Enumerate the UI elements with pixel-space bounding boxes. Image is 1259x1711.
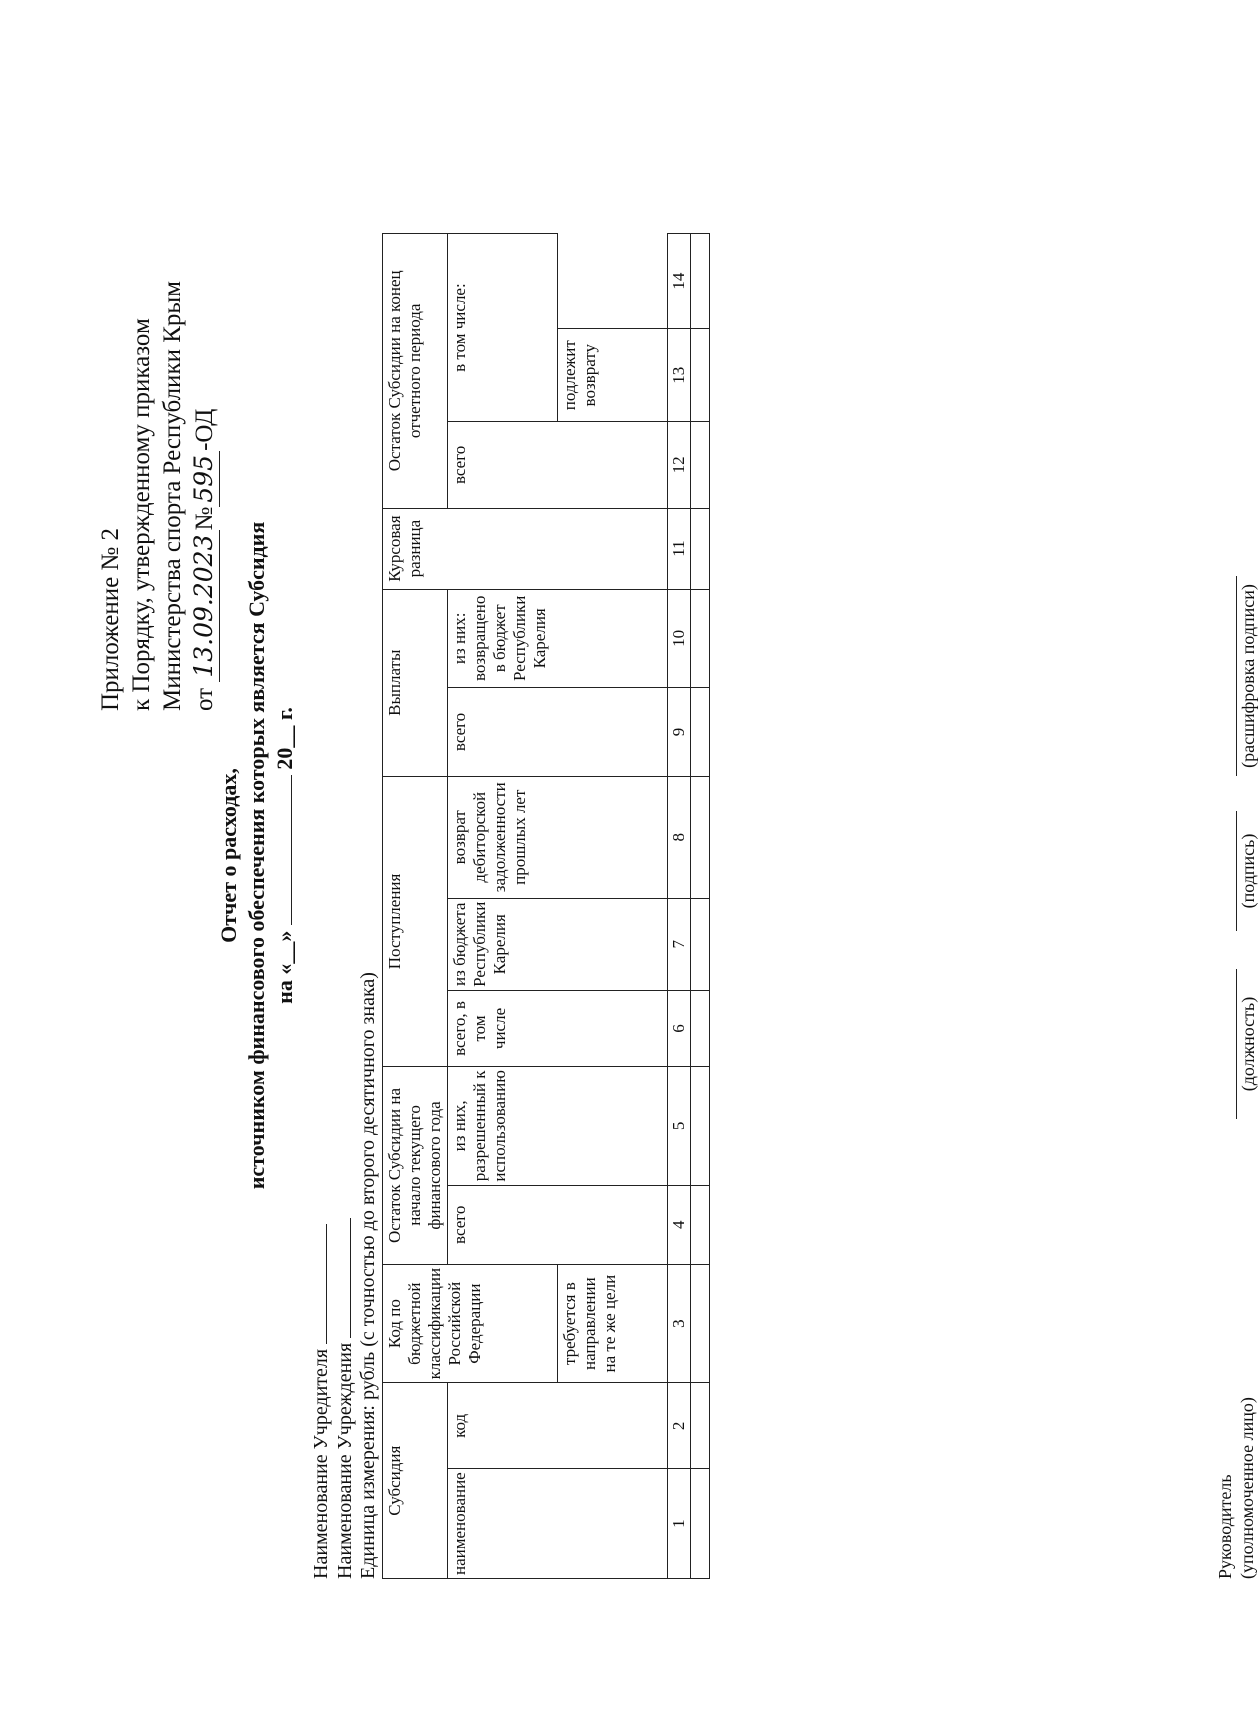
empty-cell[interactable] — [691, 688, 710, 777]
head-label-2: (уполномоченное лицо) — [1237, 1397, 1257, 1579]
appendix-block — [95, 281, 220, 711]
order-no-sign: № — [191, 506, 218, 531]
header-end-required: требуется в направлении на те же цели — [558, 1264, 668, 1382]
appendix-line-2: к Порядку, утвержденному приказом — [128, 318, 155, 711]
column-number: 3 — [668, 1264, 691, 1382]
institution-blank — [332, 1218, 351, 1338]
empty-cell[interactable] — [691, 422, 710, 508]
empty-data-row — [691, 234, 710, 1579]
empty-cell[interactable] — [691, 589, 710, 687]
report-year: 20__ г. — [272, 707, 297, 770]
report-date-line — [271, 0, 299, 1711]
header-payments-returned: из них: возвращено в бюджет Республики Карелия — [448, 589, 668, 687]
institution-label: Наименование Учреждения — [334, 1342, 356, 1579]
report-subtitle: источником финансового обеспечения которых является Субсидия — [244, 521, 269, 1190]
header-balance-total: всего — [448, 1185, 668, 1264]
appendix-number: Приложение № 2 — [97, 527, 124, 711]
report-date-blank — [273, 775, 292, 925]
column-number: 10 — [668, 589, 691, 687]
header-receipts-total: всего, в том числе — [448, 990, 668, 1066]
empty-cell[interactable] — [691, 1067, 710, 1186]
order-suffix: -ОД — [191, 408, 218, 451]
header-end-including: в том числе: — [448, 234, 558, 422]
empty-cell[interactable] — [691, 990, 710, 1066]
column-number: 2 — [668, 1383, 691, 1469]
empty-cell[interactable] — [691, 1264, 710, 1382]
empty-cell[interactable] — [691, 776, 710, 898]
report-table — [382, 233, 710, 1579]
header-balance-allowed: из них, разрешенный к использованию — [448, 1067, 668, 1186]
header-subsidy: Субсидия — [383, 1383, 448, 1579]
column-number: 6 — [668, 990, 691, 1066]
column-number: 9 — [668, 688, 691, 777]
header-kbk: Код по бюджетной классификации Российской Федерации — [383, 1264, 558, 1382]
column-number: 7 — [668, 898, 691, 990]
header-payments-total: всего — [448, 688, 668, 777]
header-balance-start: Остаток Субсидии на начало текущего финансового года — [383, 1067, 448, 1265]
order-date: 13.09.2023 — [188, 531, 220, 682]
column-number: 5 — [668, 1067, 691, 1186]
column-number: 13 — [668, 329, 691, 422]
header-receipts-budget: из бюджета Республики Карелия — [448, 898, 668, 990]
header-receipts: Поступления — [383, 776, 448, 1066]
signature-decode-field: (расшифровка подписи) — [1236, 576, 1259, 776]
order-from: от — [191, 687, 218, 711]
order-number: 595 — [188, 451, 220, 507]
unit-label: Единица измерения: рубль (с точностью до второго десятичного знака) — [357, 972, 379, 1579]
header-end-to-return: подлежит возврату — [558, 329, 668, 422]
column-number: 1 — [668, 1469, 691, 1579]
header-payments: Выплаты — [383, 589, 448, 776]
empty-cell[interactable] — [691, 1185, 710, 1264]
header-receivables: возврат дебиторской задолженности прошлых лет — [448, 776, 668, 898]
empty-cell[interactable] — [691, 898, 710, 990]
empty-cell[interactable] — [691, 508, 710, 589]
head-label: Руководитель — [1215, 1474, 1235, 1579]
signature-field: (подпись) — [1236, 811, 1259, 931]
empty-cell[interactable] — [691, 329, 710, 422]
header-code: код — [448, 1383, 668, 1469]
position-field: (должность) — [1236, 969, 1259, 1119]
header-name: наименование — [448, 1469, 668, 1579]
report-date-prefix: на «__» — [272, 925, 297, 1004]
founder-blank — [308, 1224, 327, 1344]
header-row-1 — [383, 234, 448, 1579]
report-title: Отчет о расходах, — [216, 768, 241, 943]
founder-label: Наименование Учредителя — [310, 1348, 332, 1579]
empty-cell[interactable] — [691, 234, 710, 329]
column-number: 11 — [668, 508, 691, 589]
empty-cell[interactable] — [691, 1469, 710, 1579]
column-numbers-row — [668, 234, 691, 1579]
column-number: 14 — [668, 234, 691, 329]
institution-name-row — [332, 1218, 357, 1579]
column-number: 12 — [668, 422, 691, 508]
header-balance-end: Остаток Субсидии на конец отчетного периода — [383, 234, 448, 509]
founder-name-row — [308, 1224, 333, 1579]
header-fx-difference: Курсовая разница — [383, 508, 668, 589]
appendix-line-3: Министерства спорта Республики Крым — [159, 280, 186, 711]
column-number: 8 — [668, 776, 691, 898]
column-number: 4 — [668, 1185, 691, 1264]
header-end-total: всего — [448, 422, 668, 508]
empty-cell[interactable] — [691, 1383, 710, 1469]
